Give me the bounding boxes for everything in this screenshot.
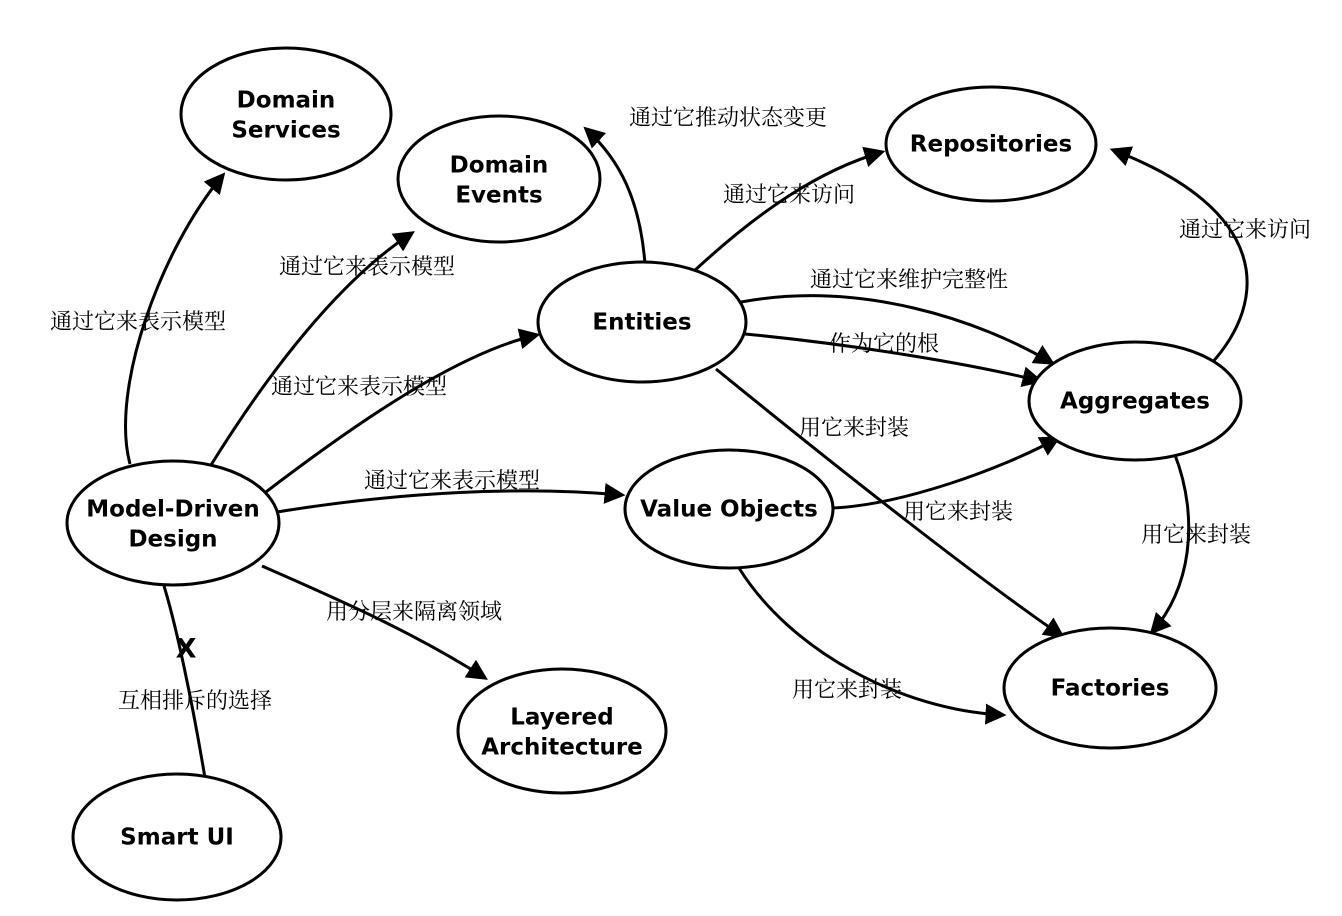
node-domain-services-label-line2: Services <box>231 117 341 144</box>
node-factories-label: Factories <box>1050 675 1170 702</box>
edge-label-entities-to-factories: 用它来封装 <box>798 416 910 441</box>
node-domain-events-label-line1: Domain <box>449 152 549 179</box>
node-domain-events-shape[interactable] <box>398 116 600 242</box>
node-smart-ui[interactable] <box>73 774 281 900</box>
node-domain-events[interactable] <box>398 116 600 242</box>
node-domain-services-label-line1: Domain <box>236 87 336 114</box>
edge-mdd-to-value-objects <box>277 491 622 512</box>
node-layered-architecture-shape[interactable] <box>458 669 666 793</box>
edge-label-value-objects-to-factories: 用它来封装 <box>791 678 903 703</box>
node-model-driven-design-label-line1: Model-Driven <box>86 496 260 523</box>
edge-label-mdd-to-domain-events: 通过它来表示模型 <box>278 255 456 280</box>
node-value-objects[interactable] <box>625 450 833 568</box>
edge-label-entities-to-domain-events: 通过它推动状态变更 <box>628 106 828 131</box>
node-smart-ui-label: Smart UI <box>120 824 234 851</box>
node-value-objects-label: Value Objects <box>640 496 818 523</box>
edge-value-objects-to-aggregates <box>833 438 1058 508</box>
node-model-driven-design-shape[interactable] <box>67 461 279 585</box>
edge-label-mdd-to-layered-architecture: 用分层来隔离领域 <box>325 600 503 625</box>
edge-label-entities-to-aggregates-integrity: 通过它来维护完整性 <box>809 268 1009 293</box>
edge-aggregates-to-repositories <box>1113 150 1247 365</box>
edge-label-mdd-to-value-objects: 通过它来表示模型 <box>363 469 541 494</box>
edge-label-aggregates-to-repositories: 通过它来访问 <box>1178 218 1312 243</box>
node-domain-events-label-line2: Events <box>455 182 543 209</box>
edge-label-entities-to-aggregates-root: 作为它的根 <box>828 332 940 357</box>
edge-entities-to-repositories <box>693 152 882 272</box>
node-layered-architecture-label-line2: Architecture <box>481 734 643 761</box>
edge-label-aggregates-to-factories: 用它来封装 <box>1140 523 1252 548</box>
node-aggregates-label: Aggregates <box>1060 388 1210 415</box>
node-repositories[interactable] <box>886 87 1096 201</box>
node-entities-label: Entities <box>592 309 692 336</box>
node-factories[interactable] <box>1004 628 1216 748</box>
node-domain-services-shape[interactable] <box>181 48 391 180</box>
edge-mdd-to-smart-ui <box>164 586 205 778</box>
edge-label-entities-to-repositories: 通过它来访问 <box>722 183 856 208</box>
node-entities[interactable] <box>538 262 746 382</box>
node-repositories-label: Repositories <box>909 131 1073 158</box>
exclusive-choice-x-marker: X <box>175 633 197 665</box>
edge-label-value-objects-to-aggregates: 用它来封装 <box>902 500 1014 525</box>
node-aggregates[interactable] <box>1029 342 1241 460</box>
edge-label-mdd-to-entities: 通过它来表示模型 <box>270 375 448 400</box>
node-layered-architecture-label-line1: Layered <box>510 704 614 731</box>
node-model-driven-design-label-line2: Design <box>128 526 218 553</box>
node-domain-services[interactable] <box>181 48 391 180</box>
edge-label-mdd-to-domain-services: 通过它来表示模型 <box>49 310 227 335</box>
node-model-driven-design[interactable] <box>67 461 279 585</box>
edge-label-mdd-to-smart-ui: 互相排斥的选择 <box>117 689 273 714</box>
markers-layer <box>176 634 197 665</box>
nodes-layer <box>67 48 1241 900</box>
node-layered-architecture[interactable] <box>458 669 666 793</box>
